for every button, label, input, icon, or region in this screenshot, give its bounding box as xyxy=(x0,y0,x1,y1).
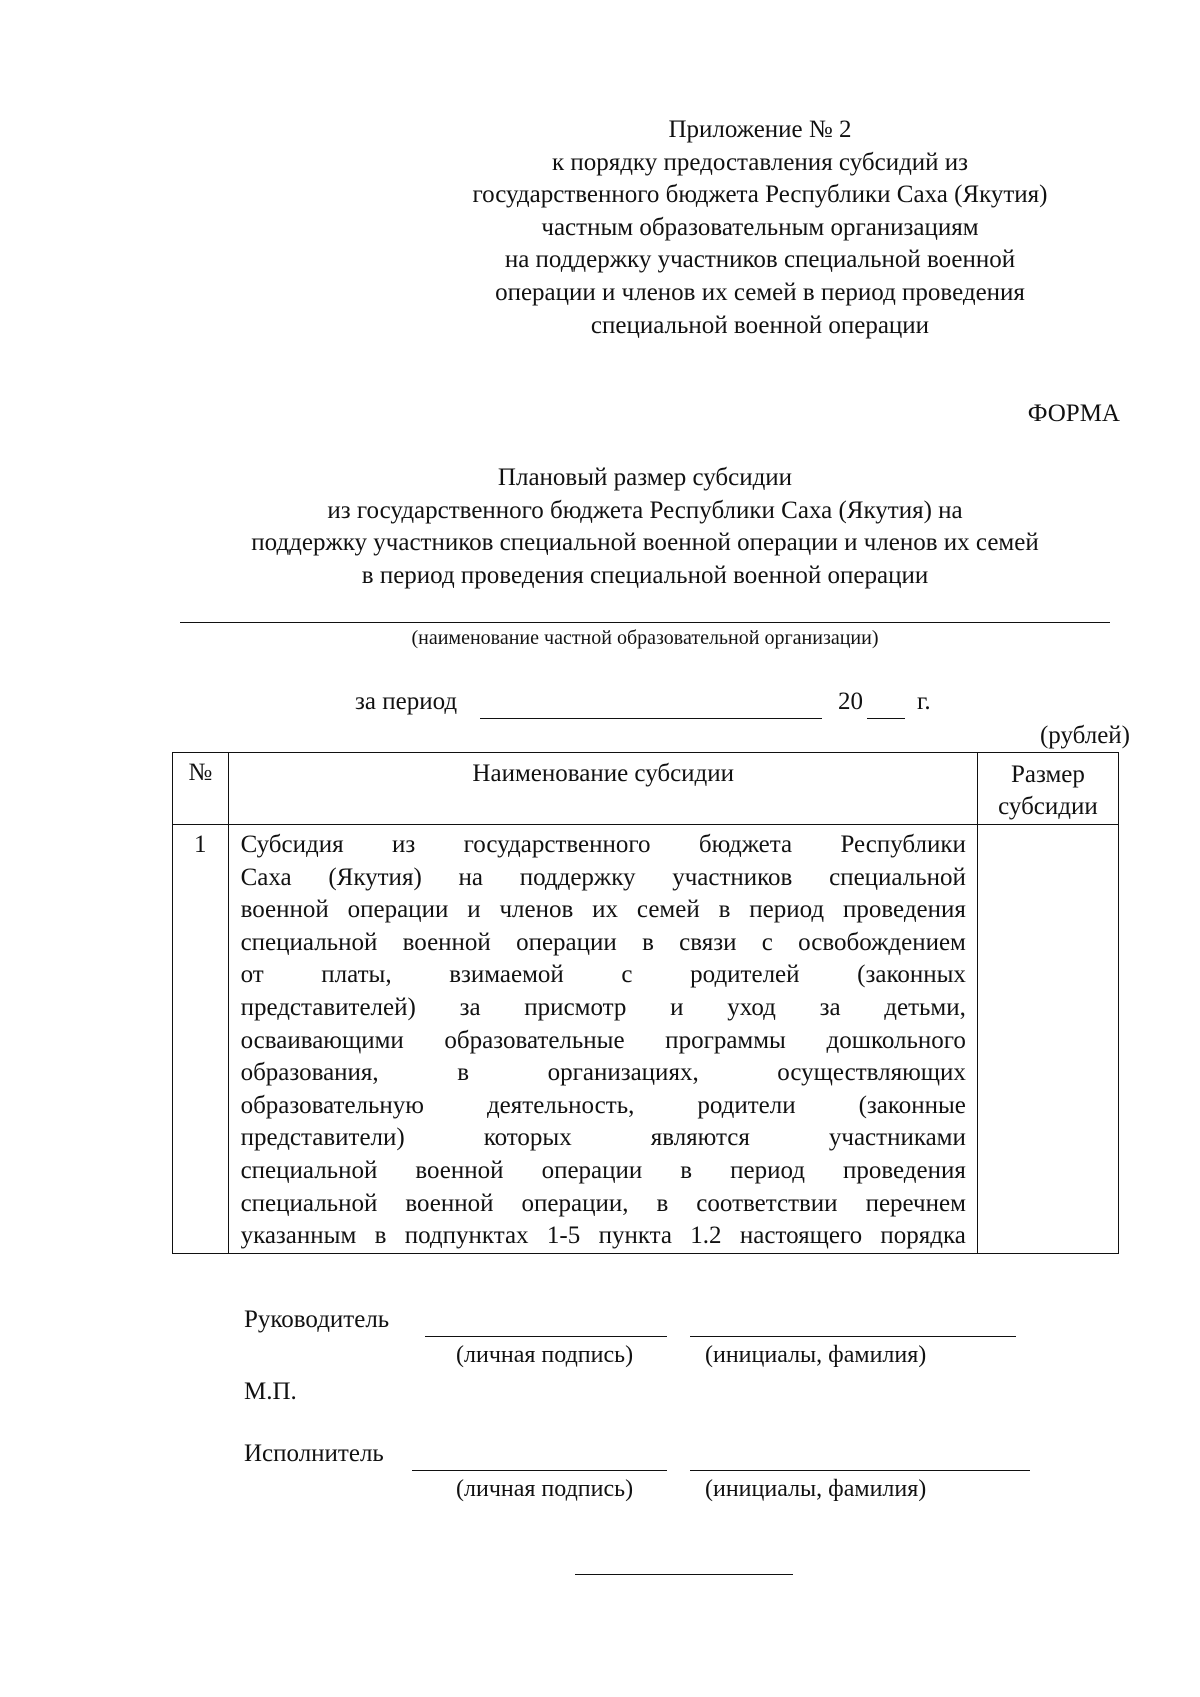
appendix-line: к порядку предоставления субсидий из xyxy=(551,148,969,176)
closing-divider xyxy=(575,1574,793,1575)
form-label: ФОРМА xyxy=(1027,400,1120,427)
appendix-line: государственного бюджета Республики Саха (Якутия) xyxy=(472,181,1048,209)
head-name-field[interactable] xyxy=(690,1336,1016,1337)
executor-label: Исполнитель xyxy=(244,1440,384,1467)
title-line: из государственного бюджета Республики Саха (Якутия) на xyxy=(327,496,963,524)
stamp-label: М.П. xyxy=(244,1378,297,1405)
year-input[interactable] xyxy=(867,718,905,719)
row-name: Субсидия из государственного бюджета Республики Саха (Якутия) на поддержку участников специальной военной операции и членов их семей в период проведения специальной военной операции в связи с освобождением от платы, взимаемой с родителей (законных представителей) за присмотр и уход за детьми, осваивающими образовательные программы дошкольного образования, в организациях, осуществляющих образовательную деятельность, родители (законные представители) которых являются участниками специальной военной операции в период проведения специальной военной операции, в соответствии перечнем указанным в подпунктах 1-5 пункта 1.2 настоящего порядка xyxy=(228,825,977,1254)
appendix-line: частным образовательным организациям xyxy=(541,213,979,241)
appendix-header xyxy=(410,114,1110,342)
executor-signature-caption: (личная подпись) xyxy=(456,1476,634,1502)
period-year-suffix: г. xyxy=(917,688,931,715)
header-name: Наименование субсидии xyxy=(228,753,977,825)
row-number: 1 xyxy=(173,825,229,1254)
appendix-line: Приложение № 2 xyxy=(668,116,852,143)
header-number: № xyxy=(173,753,229,825)
organization-caption: (наименование частной образовательной организации) xyxy=(411,627,879,649)
head-signature-caption: (личная подпись) xyxy=(456,1342,634,1368)
title-line: Плановый размер субсидии xyxy=(497,464,793,491)
appendix-line: специальной военной операции xyxy=(590,311,930,339)
units-label: (рублей) xyxy=(1039,722,1130,749)
header-size: Размер субсидии xyxy=(977,753,1118,825)
organization-name-field[interactable] xyxy=(180,622,1110,623)
executor-name-field[interactable] xyxy=(690,1470,1030,1471)
title-line: в период проведения специальной военной операции xyxy=(361,561,929,589)
executor-name-caption: (инициалы, фамилия) xyxy=(705,1476,927,1502)
subsidy-table xyxy=(172,752,1119,1254)
document-title xyxy=(120,462,1170,592)
table-header-row xyxy=(173,753,1119,825)
row-size-input[interactable] xyxy=(977,825,1118,1254)
appendix-line: на поддержку участников специальной военной xyxy=(504,246,1016,274)
title-line: поддержку участников специальной военной операции и членов их семей xyxy=(251,529,1039,556)
table-row xyxy=(173,825,1119,1254)
head-name-caption: (инициалы, фамилия) xyxy=(705,1342,927,1368)
period-year-prefix: 20 xyxy=(838,688,863,715)
period-input[interactable] xyxy=(480,718,822,719)
appendix-line: операции и членов их семей в период проведения xyxy=(495,278,1025,306)
period-line xyxy=(355,688,457,716)
period-prefix: за период xyxy=(355,688,458,715)
executor-signature-field[interactable] xyxy=(412,1470,667,1471)
head-signature-field[interactable] xyxy=(425,1336,667,1337)
head-label: Руководитель xyxy=(244,1306,390,1333)
